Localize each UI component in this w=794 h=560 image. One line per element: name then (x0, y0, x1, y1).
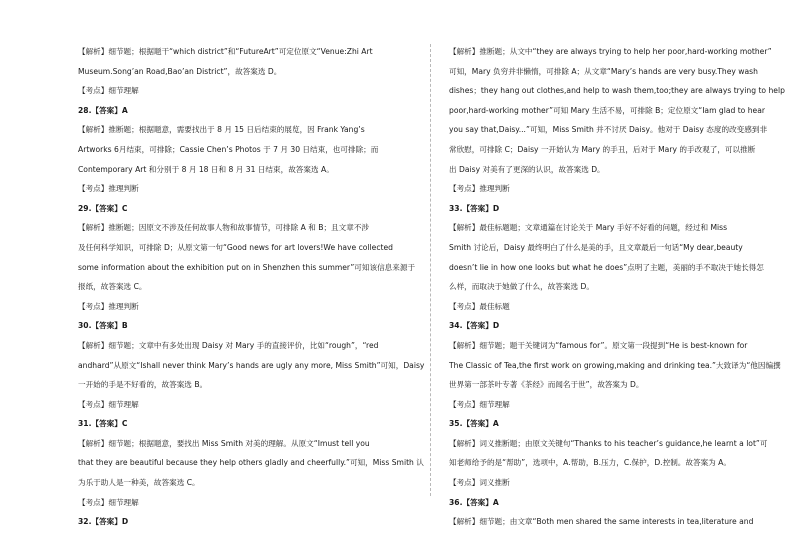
text-line: 【考点】最佳标题 (449, 301, 510, 311)
text-line: 常欣慰，可排除 C；Daisy 一开始认为 Mary 的手丑，后对于 Mary 的手改观了，可以推断 (449, 144, 756, 154)
text-line: 可知，Mary 负穷并非懒惰，可排除 A；从文章“Mary’s hands are very busy.They wash (449, 66, 758, 76)
text-line: 【考点】推理判断 (78, 184, 139, 194)
text-line: 【解析】细节题；由文章“Both men shared the same interests in tea,literature and (449, 517, 754, 527)
text-line: 【考点】推理判断 (78, 301, 139, 311)
text-line: The Classic of Tea,the first work on growing,making and drinking tea.”大致译为“他因编撰 (449, 360, 781, 370)
column-divider (430, 44, 431, 496)
answer-heading: 35.【答案】A (449, 419, 499, 429)
text-line: Artworks 6月结束，可排除；Cassie Chen’s Photos 于 7 月 30 日结束，也可排除；而 (78, 144, 379, 154)
text-line: 出 Daisy 对美有了更深的认识，故答案选 D。 (449, 164, 605, 174)
text-line: 【解析】最佳标题题；文章通篇在讨论关于 Mary 手好不好看的问题，经过和 Miss (449, 223, 728, 233)
text-line: some information about the exhibition put on in Shenzhen this summer”可知该信息来源于 (78, 262, 416, 272)
answer-heading: 34.【答案】D (449, 321, 500, 331)
answer-heading: 36.【答案】A (449, 497, 499, 507)
text-line: 报纸，故答案选 C。 (78, 282, 147, 292)
text-line: 【解析】细节题；题干关键词为“famous for”。原文第一段提到“He is best-known for (449, 340, 748, 350)
text-line: Contemporary Art 和分别于 8 月 18 日和 8 月 31 日结束，故答案选 A。 (78, 164, 334, 174)
text-line: 【考点】词义推断 (449, 478, 510, 488)
text-line: 【解析】细节题；文章中有多处出现 Daisy 对 Mary 手的直接评价，比如“rough”，“red (78, 340, 379, 350)
text-line: 世界第一部茶叶专著《茶经》而闻名于世”，故答案为 D。 (449, 380, 644, 390)
answer-heading: 29.【答案】C (78, 203, 128, 213)
text-line: 【考点】细节理解 (78, 86, 139, 96)
text-line: 一开始的手是不好看的，故答案选 B。 (78, 380, 208, 390)
text-line: 【解析】细节题；根据题干“which district”和“FutureArt”可定位原文“Venue:Zhi Art (78, 47, 373, 56)
text-line: andhard”从原文“Ishall never think Mary’s hands are ugly any more, Miss Smith”可知，Daisy (78, 360, 425, 370)
left-column (78, 42, 425, 532)
text-line: 为乐于助人是一种美，故答案选 C。 (78, 478, 200, 488)
text-line: 【解析】细节题；根据题意，要找出 Miss Smith 对美的理解。从原文“Imust tell you (78, 438, 370, 448)
text-line: Smith 讨论后，Daisy 最终明白了什么是美的手，且文章最后一句话“My dear,beauty (449, 242, 743, 252)
text-line: that they are beautiful because they help others gladly and cheerfully.”可知，Miss Smith 认 (78, 458, 424, 468)
text-line: 【考点】推理判断 (449, 184, 510, 194)
text-line: 【考点】细节理解 (449, 399, 510, 409)
text-line: 么样，而取决于她做了什么，故答案选 D。 (449, 282, 594, 292)
text-line: 【考点】细节理解 (78, 497, 139, 507)
text-line: 【解析】词义推断题；由原文关键句“Thanks to his teacher’s guidance,he learnt a lot”可 (449, 438, 768, 448)
text-line: 知老师给予的是“帮助”，选项中，A.帮助，B.压力，C.保护，D.控制。故答案为 A。 (449, 458, 731, 468)
text-line: dishes；they hang out clothes,and help to wash them,too;they are always trying to help (449, 86, 785, 96)
text-line: 【考点】细节理解 (78, 399, 139, 409)
answer-heading: 30.【答案】B (78, 321, 128, 331)
text-line: you say that,Daisy...”可知，Miss Smith 并不讨厌 Daisy。他对于 Daisy 态度的改变感到非 (449, 125, 768, 135)
answer-heading: 28.【答案】A (78, 105, 128, 115)
right-column (449, 42, 785, 532)
answer-heading: 33.【答案】D (449, 203, 500, 213)
text-line: 及任何科学知识，可排除 D；从原文第一句“Good news for art lovers!We have collected (78, 242, 393, 252)
answer-heading: 32.【答案】D (78, 517, 129, 527)
text-line: Museum.Song’an Road,Bao’an District”，故答案选 D。 (78, 66, 282, 76)
answer-heading: 31.【答案】C (78, 419, 128, 429)
text-line: 【解析】推断题；因原文不涉及任何故事人物和故事情节，可排除 A 和 B；且文章不涉 (78, 223, 370, 233)
text-line: poor,hard-working mother”可知 Mary 生活不易，可排除 B；定位原文“Iam glad to hear (449, 105, 766, 115)
text-line: 【解析】推断题；根据题意，需要找出于 8 月 15 日后结束的展览，因 Frank Yang’s (78, 125, 365, 135)
text-line: doesn’t lie in how one looks but what he does”点明了主题，美丽的手不取决于她长得怎 (449, 262, 764, 272)
text-line: 【解析】推断题；从文中“they are always trying to help her poor,hard-working mother” (449, 47, 772, 56)
